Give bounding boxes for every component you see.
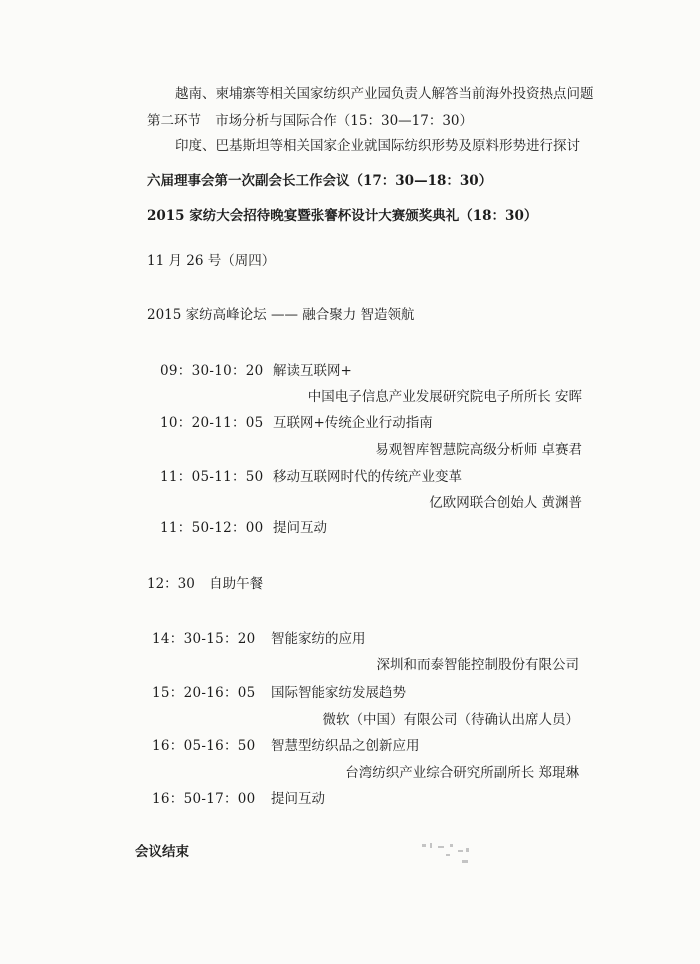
- scan-smudge-mark: [418, 838, 478, 868]
- schedule-speaker: 台湾纺织产业综合研究所副所长 郑琨琳: [345, 765, 579, 781]
- lunch-line: [147, 575, 263, 593]
- schedule-time: 15：20-16：05: [152, 685, 256, 701]
- schedule-topic: 互联网+传统企业行动指南: [273, 415, 433, 431]
- schedule-time: 11：50-12：00: [160, 520, 264, 536]
- schedule-time: 16：50-17：00: [152, 791, 256, 807]
- schedule-topic: 智慧型纺织品之创新应用: [271, 738, 420, 754]
- schedule-time: 10：20-11：05: [160, 415, 264, 431]
- schedule-time: 09：30-10：20: [160, 363, 264, 379]
- session-2-heading: [147, 112, 473, 130]
- forum-title: 2015 家纺高峰论坛 —— 融合聚力 智造领航: [147, 307, 415, 323]
- schedule-topic: 国际智能家纺发展趋势: [271, 685, 406, 701]
- schedule-topic: 移动互联网时代的传统产业变革: [273, 469, 462, 485]
- schedule-time: 16：05-16：50: [152, 738, 256, 754]
- day-2-date: 11 月 26 号（周四）: [147, 253, 276, 269]
- event-banquet: 2015 家纺大会招待晚宴暨张謇杯设计大赛颁奖典礼（18：30）: [147, 208, 538, 224]
- schedule-speaker: 中国电子信息产业发展研究院电子所所长 安晖: [307, 389, 582, 405]
- schedule-speaker: 易观智库智慧院高级分析师 卓赛君: [375, 442, 582, 458]
- schedule-topic: 解读互联网+: [273, 363, 352, 379]
- lunch-time: 12：30: [147, 576, 195, 592]
- schedule-speaker: 深圳和而泰智能控制股份有限公司: [376, 657, 579, 673]
- session-2-title: 市场分析与国际合作（15：30—17：30）: [215, 113, 474, 129]
- lunch-label: 自助午餐: [209, 576, 264, 592]
- intro-line-3: 印度、巴基斯坦等相关国家企业就国际纺织形势及原料形势进行探讨: [175, 138, 580, 154]
- session-2-label: 第二环节: [147, 113, 201, 129]
- schedule-time: 11：05-11：50: [160, 469, 264, 485]
- schedule-topic: 提问互动: [271, 791, 325, 807]
- schedule-topic: 智能家纺的应用: [271, 631, 366, 647]
- event-council-meeting: 六届理事会第一次副会长工作会议（17：30—18：30）: [147, 173, 493, 189]
- schedule-time: 14：30-15：20: [152, 631, 256, 647]
- schedule-topic: 提问互动: [273, 520, 327, 536]
- schedule-speaker: 微软（中国）有限公司（待确认出席人员）: [322, 712, 579, 728]
- schedule-speaker: 亿欧网联合创始人 黄渊普: [429, 495, 582, 511]
- intro-line-1: 越南、柬埔寨等相关国家纺织产业园负责人解答当前海外投资热点问题: [175, 86, 594, 102]
- closing-text: 会议结束: [135, 844, 189, 860]
